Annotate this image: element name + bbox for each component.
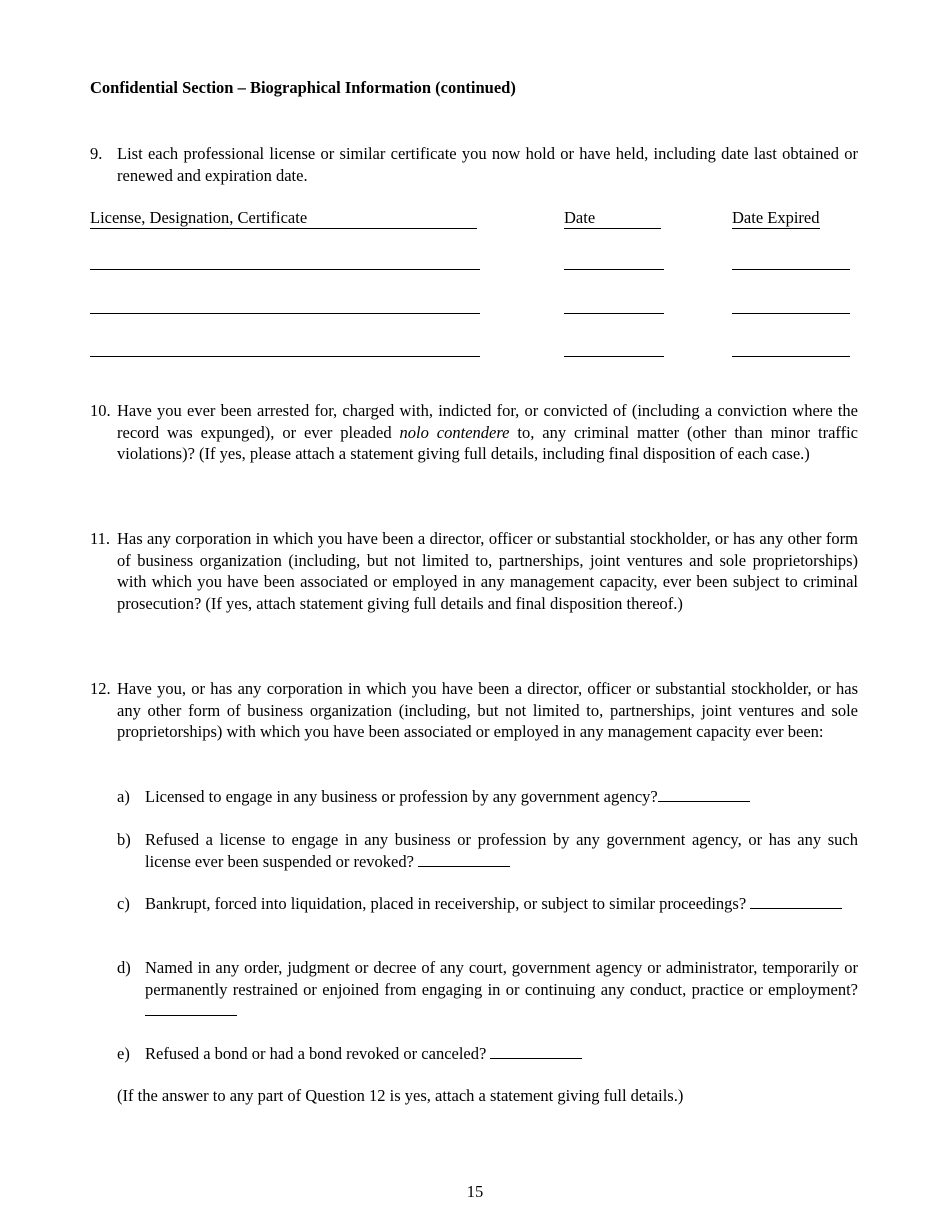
date-expired-input-line[interactable] [732,313,850,314]
question-text: List each professional license or similar certificate you now hold or have held, including date last obtained or renewed and expiration date. [117,144,858,185]
question-12-item-e [117,1043,858,1065]
page-number: 15 [466,1182,484,1201]
section-heading: Confidential Section – Biographical Information (continued) [90,78,516,97]
question-12-item-a [117,786,858,808]
question-number: 10. [90,401,111,420]
item-label: b) [117,830,131,849]
item-text: Refused a bond or had a bond revoked or canceled? [145,1044,491,1063]
latin-term: nolo contendere [399,422,510,442]
question-number: 12. [90,679,111,698]
question-9 [90,143,858,186]
license-column-header: License, Designation, Certificate [90,207,477,229]
date-expired-column-header: Date Expired [732,208,820,227]
question-10 [90,400,858,465]
question-text: Has any corporation in which you have been a director, officer or substantial stockholder, or has any other form of business organization (including, but not limited to, partnerships, joint ventures and sole proprietorships) with which you have been associated or employed in any management capacity, ever been subject to criminal prosecution? (If yes, attach statement giving full details and final disposition thereof.) [117,529,858,613]
item-text: Refused a license to engage in any business or profession by any government agency, or has any such license ever been suspended or revoked? [145,830,858,871]
question-12-item-d [117,957,858,1022]
answer-blank[interactable] [658,787,750,802]
date-expired-input-line[interactable] [732,356,850,357]
item-label: d) [117,958,131,977]
license-input-line[interactable] [90,269,480,270]
question-11 [90,528,858,614]
question-12 [90,678,858,743]
item-label: e) [117,1044,130,1063]
question-number: 9. [90,144,103,163]
license-input-line[interactable] [90,313,480,314]
item-text: Bankrupt, forced into liquidation, placed in receivership, or subject to similar proceedings? [145,894,751,913]
question-12-item-c [117,893,858,915]
question-12-note: (If the answer to any part of Question 12 is yes, attach a statement giving full details.) [117,1086,684,1105]
item-label: a) [117,787,130,806]
answer-blank[interactable] [145,1001,237,1016]
answer-blank[interactable] [490,1044,582,1059]
date-expired-input-line[interactable] [732,269,850,270]
question-text: Have you, or has any corporation in which you have been a director, officer or substantial stockholder, or has any other form of business organization (including, but not limited to, partnerships, joint ventures and sole proprietorships) with which you have been associated or employed in any management capacity ever been: [117,679,858,741]
license-input-line[interactable] [90,356,480,357]
date-input-line[interactable] [564,269,664,270]
date-column-header: Date [564,207,661,229]
item-text: Named in any order, judgment or decree of any court, government agency or administrator, temporarily or permanently restrained or enjoined from engaging in or continuing any conduct, practice or employment? [145,958,858,999]
question-text: Have you ever been arrested for, charged with, indicted for, or convicted of (including a conviction where the record was expunged), or ever pleaded nolo contendere to, any criminal matter (other than minor traffic violations)? (If yes, please attach a statement giving full details, including final disposition of each case.) [117,401,858,463]
date-input-line[interactable] [564,356,664,357]
question-number: 11. [90,529,111,548]
date-input-line[interactable] [564,313,664,314]
item-text: Licensed to engage in any business or profession by any government agency? [145,787,658,806]
answer-blank[interactable] [418,852,510,867]
question-12-item-b [117,829,858,872]
answer-blank[interactable] [750,894,842,909]
item-label: c) [117,894,130,913]
